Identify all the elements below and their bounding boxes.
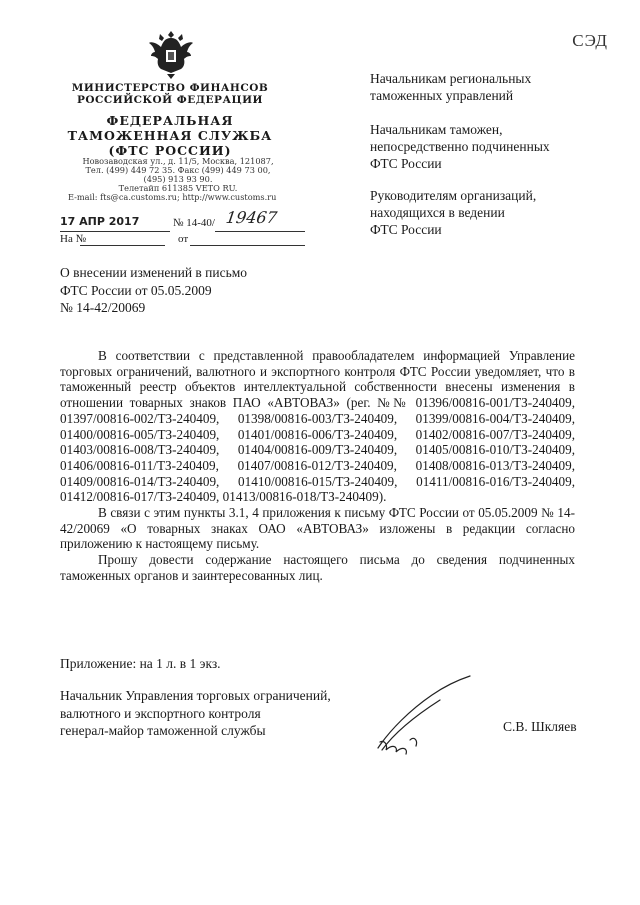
registration-row: [60, 208, 310, 235]
russian-coat-of-arms-icon: [148, 28, 194, 80]
letter-subject: [60, 264, 320, 317]
addressee-line: Руководителям организаций,: [370, 188, 537, 203]
service-header: [60, 113, 280, 158]
reference-row: [60, 233, 310, 247]
addressee-line: Начальникам таможен,: [370, 122, 503, 137]
reference-underline: [80, 245, 165, 246]
reference-label: На №: [60, 233, 87, 245]
ministry-header: [60, 82, 280, 106]
signer-position-line: валютного и экспортного контроля: [60, 705, 261, 721]
addressee-block: [370, 121, 610, 172]
ministry-line: РОССИЙСКОЙ ФЕДЕРАЦИИ: [77, 94, 263, 106]
contact-line: Телетайп 611385 VETO RU.: [118, 183, 238, 193]
signer-name: С.В. Шкляев: [503, 719, 577, 734]
subject-line: № 14-42/20069: [60, 300, 146, 315]
reference-date-underline: [190, 245, 305, 246]
service-line: ФЕДЕРАЛЬНАЯ: [106, 113, 234, 128]
addressee-line: Начальникам региональных: [370, 71, 532, 86]
subject-line: О внесении изменений в письмо: [60, 265, 248, 280]
registration-number-label: № 14-40/: [173, 217, 215, 229]
contact-line: Новозаводская ул., д. 11/5, Москва, 121087,: [82, 156, 274, 166]
addressee-line: таможенных управлений: [370, 88, 514, 103]
addressee-block: [370, 70, 610, 104]
document-stamp: СЭД: [572, 31, 608, 50]
contact-line: E-mail: fts@ca.customs.ru; http://www.customs.ru: [68, 192, 277, 202]
contact-line: (495) 913 93 90.: [143, 174, 213, 184]
body-paragraph: Прошу довести содержание настоящего письма до сведения подчиненных таможенных органов и заинтересованных лиц.: [60, 552, 575, 583]
addressee-line: ФТС России: [370, 156, 442, 171]
signer-position-line: Начальник Управления торговых ограничений,: [60, 688, 331, 703]
number-underline: [215, 231, 305, 232]
signer-position-line: генерал-майор таможенной службы: [60, 723, 266, 738]
reference-from-label: от: [178, 233, 189, 245]
subject-line: ФТС России от 05.05.2009: [60, 282, 212, 298]
handwritten-signature-icon: [370, 670, 490, 760]
attachment-note: Приложение: на 1 л. в 1 экз.: [60, 656, 221, 671]
registration-date: 17 АПР 2017: [60, 215, 140, 228]
ministry-line: МИНИСТЕРСТВО ФИНАНСОВ: [71, 82, 269, 94]
registration-number: 19467: [224, 208, 279, 227]
addressee-block: [370, 187, 610, 238]
body-paragraph: В соответствии с представленной правообладателем информацией Управление торговых ограничений, валютного и экспортного контроля ФТС России уведомляет, что в таможенный реестр объектов интеллектуальной собственности внесены изменения в отношении товарных знаков ПАО «АВТОВАЗ» (рег. №№ 01396/00816-001/ТЗ-240409, 01397/00816-002/ТЗ-240409, 01398/00816-003/ТЗ-240409, 01399/00816-004/ТЗ-240409, 01400/00816-005/ТЗ-240409, 01401/00816-006/ТЗ-240409, 01402/00816-007/ТЗ-240409, 01403/00816-008/ТЗ-240409, 01404/00816-009/ТЗ-240409, 01405/00816-010/ТЗ-240409, 01406/00816-011/ТЗ-240409, 01407/00816-012/ТЗ-240409, 01408/00816-013/ТЗ-240409, 01409/00816-014/ТЗ-240409, 01410/00816-015/ТЗ-240409, 01411/00816-016/ТЗ-240409, 01412/00816-017/ТЗ-240409, 01413/00816-018/ТЗ-240409).: [60, 348, 575, 505]
addressee-line: находящихся в ведении: [370, 205, 505, 220]
service-line: ТАМОЖЕННАЯ СЛУЖБА: [67, 128, 273, 143]
letter-body: [60, 348, 575, 584]
addressee-line: ФТС России: [370, 222, 442, 237]
contact-block: [68, 157, 288, 202]
contact-line: Тел. (499) 449 72 35. Факс (499) 449 73 00,: [85, 165, 271, 175]
body-paragraph: В связи с этим пункты 3.1, 4 приложения к письму ФТС России от 05.05.2009 № 14-42/20069 «О товарных знаках ОАО «АВТОВАЗ» изложены в редакции согласно приложению к настоящему письму.: [60, 505, 575, 552]
service-line: (ФТС РОССИИ): [108, 143, 232, 158]
date-underline: [60, 231, 170, 232]
addressee-line: непосредственно подчиненных: [370, 139, 550, 154]
signer-position: [60, 687, 380, 740]
